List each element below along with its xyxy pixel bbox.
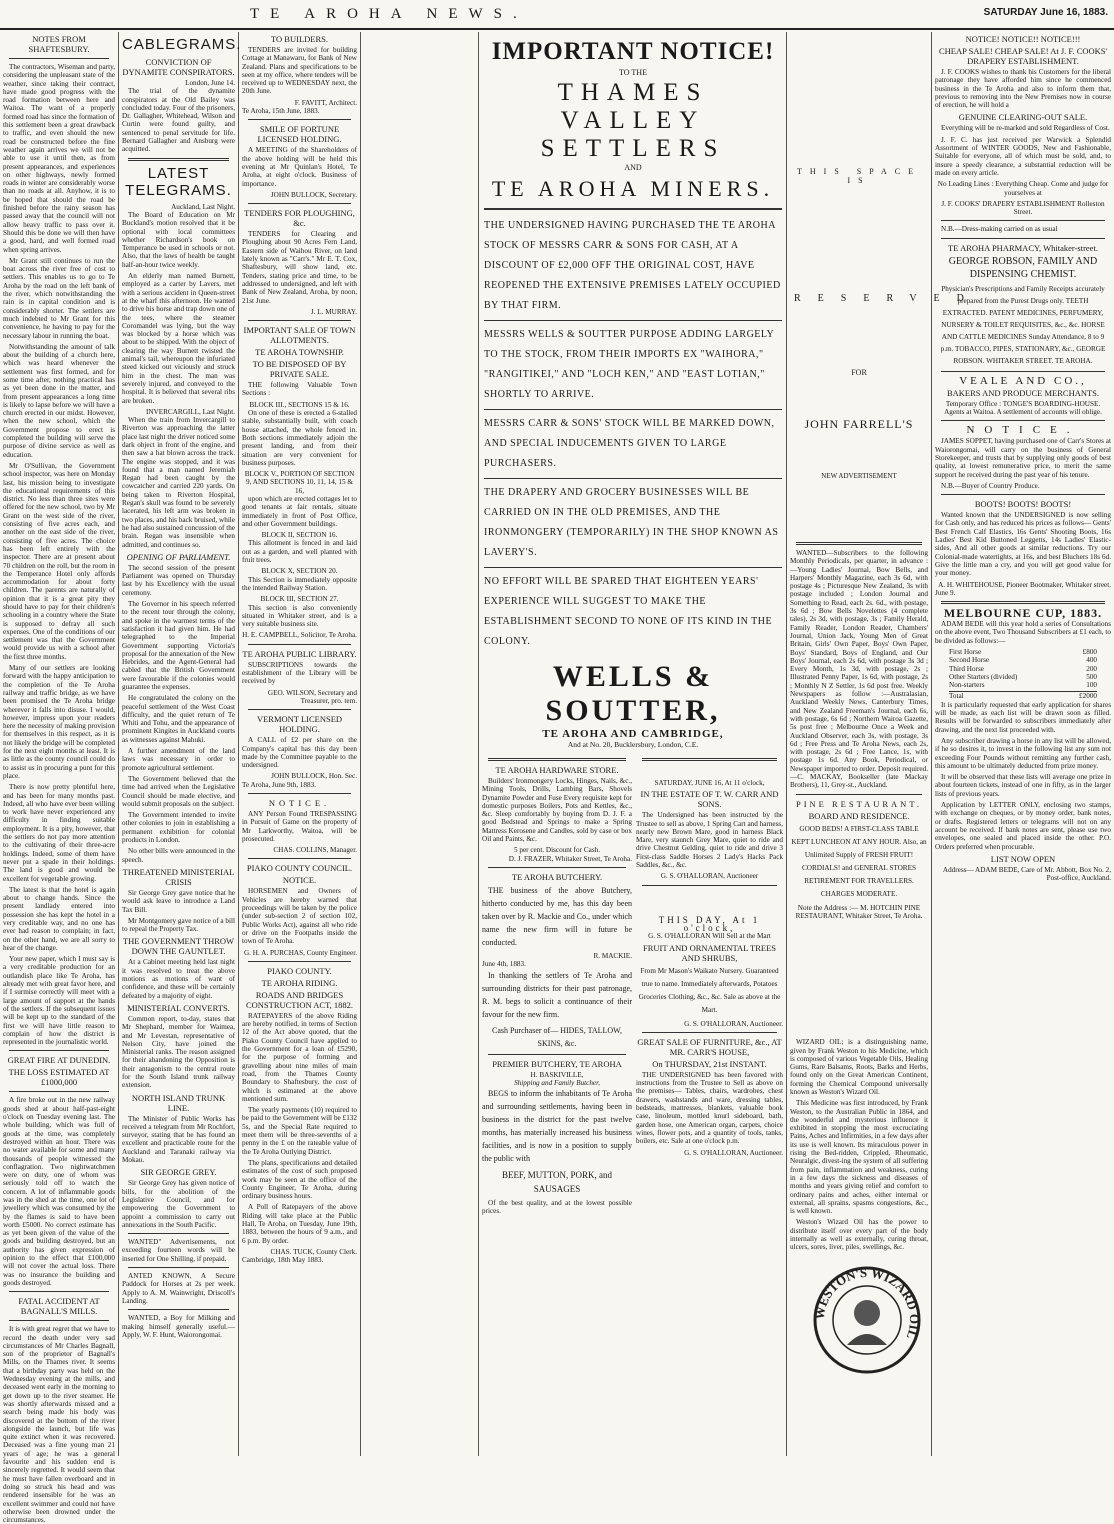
divider [941,494,1105,495]
ad-text: N.B.—Buyer of Country Produce. [941,481,1040,490]
divider [941,371,1105,372]
divider [484,478,782,479]
prize-label: Non-starters [949,681,985,690]
column-rule [786,32,787,1456]
prize-value: £800 [1082,647,1097,656]
reserved-advertiser: JOHN FARRELL'S [804,417,914,431]
ad-text: Any subscriber drawing a horse in any list will be allowed, if he so desires it, to invest in the following list any sum not exceeding Four Pounds without remitting any further cash, this amount to be ultimately deducted from prize money. [935,736,1111,770]
article-paragraph: The Governor in his speech referred to the recent tour through the colony, and spoke in the warmest terms of the satisfaction it had given him. He had telegraphed to the Imperial Government supporting Victoria's proposal for the annexation of the New Hebrides, and the Agent-General had cabled that the British Government were favourable if the colonies would guarantee the expenses. [122,600,235,691]
ad-text: In thanking the settlers of Te Aroha and surrounding districts for their past patronage, R. M. begs to solicit a continuance of their favour for the new firm. [482,970,632,1019]
block-label: BLOCK X, SECTION 20. [261,567,338,576]
prize-label: First Horse [949,647,982,656]
ad-text: A Poll of Ratepayers of the above Riding will take place at the Public Hall, Te Aroha, on Tuesday, June 19th, 1883, between the hours of 9 a.m., and 6 p.m. By order. [242,1203,357,1245]
article-paragraph: The Government believed that the time had arrived when the Legislative Council should be made elective, and would submit proposals on the subject. [122,774,235,808]
divider [488,758,626,761]
ad-text: This allotment is fenced in and laid out as a garden, and well planted with fruit trees. [242,539,357,565]
divider [642,885,777,886]
ad-text: TENDERS are invited for building Cottage at Manawaru, for Bank of New Zealand. Plans and specifications to be seen at my office, where tenders will be received up to WEDNESDAY next, the 20th June. [242,46,357,96]
prize-table [935,648,1111,701]
divider [128,1267,229,1268]
ad-signature: J. F. COOKS' DRAPERY ESTABLISHMENT Rolleston Street. [941,199,1105,217]
newspaper-title: TE AROHA NEWS. [250,6,528,22]
ad-text: HORSEMEN and Owners of Vehicles are hereby warned that proceedings will be taken by the police (under sub-section 2 of section 102, Public Works Act), against all who ride or drive on the Footpaths inside the town of Te Aroha. [242,887,357,946]
ad-subheading: On THURSDAY, 21st INSTANT. [652,1058,767,1069]
ad-subheading: CHEAP SALE! CHEAP SALE! At J. F. COOKS' DRAPERY ESTABLISHMENT. [938,46,1108,66]
article-paragraph: At a Cabinet meeting held last night it was resolved to treat the above motions as motions of want of confidence, and these will be certainly defeated by a majority of eight. [122,958,235,1000]
prize-label: Second Horse [949,656,990,665]
ad-text: TENDERS for Clearing and Ploughing about 90 Acres Fern Land, Eastern side of Waihou River, on land lately known as "Carr's." Mr E. T. Cox, Shaftesbury, will show land, etc. Tenders, stating price and time, to be addressed to undersigned, and left with Bank of New Zealand, Aroha, by noon, 21st June. [242,230,357,305]
ad-text: A CALL of £2 per share on the Company's capital has this day been made by the Committee payable to the undersigned. [242,736,357,770]
divider [488,867,626,868]
block-label: BLOCK II, SECTION 16. [261,531,338,540]
divider [248,119,351,120]
ad-subheading: Shipping and Family Butcher, [514,1078,600,1087]
ad-signature: D. J. FRAZER, Whitaker Street, Te Aroha. [508,854,632,863]
ad-text: THE following Valuable Town Sections : [242,381,357,398]
ad-text: 5 per cent. Discount for Cash. [513,846,601,855]
ad-text: The Undersigned has been instructed by the Trustee to sell as above, 1 Spring Cart and harness, nearly new Brown Mare, good in harness Black Mare, very staunch Grey Mare, quiet to ride and drive Chestnut Gelding, quiet to ride and drive 3 First-class Saddle Horses 2 Lady's Hacks Pack Saddles, &c., &c. [636,811,783,870]
article-paragraph: Notwithstanding the amount of talk about the building of a church here, which was heard whenever the settlement was first formed, and for some time after, nothing practical has as yet been done in the matter, and from present appearances a long time is likely to lapse before we will have a church erected in our midst. However, when the new school, which the Government propose to erect is completed the building will serve the purpose of divine service as well as education. [3,342,115,459]
divider [484,208,782,210]
prize-row [949,665,1097,673]
ad-heading: MELBOURNE CUP, 1883. [943,606,1103,621]
ad-signature: A. H. WHITEHOUSE, Pioneer Bootmaker, Whitaker street. [938,580,1111,589]
notice-paragraph: MESSRS WELLS & SOUTTER PURPOSE ADDING LARGELY TO THE STOCK, FROM THEIR IMPORTS EX "WAIHORA," "RANGITIKEI," AND "LOCH KEN," AND "EAST LOTIAN," SHORTLY TO ARRIVE. [484,329,774,400]
article-paragraph: Sir George Grey has given notice of bills, for the abolition of the Legislative Council, and for empowering the Government to appoint a commission to carry out annexations in the South Pacific. [122,1179,235,1229]
article-heading: NORTH ISLAND TRUNK LINE. [131,1092,226,1113]
ad-signature: CHAS. COLLINS, Manager. [273,846,357,855]
column-rule [238,32,239,1456]
divider [941,601,1105,604]
ad-signature: F. FAVITT, Architect. [294,98,357,107]
reserved-space-ad [788,32,981,542]
article-paragraph: The second session of the present Parliament was opened on Thursday last by his Excellency with the usual ceremony. [122,563,235,597]
article-heading: MINISTERIAL CONVERTS. [127,1002,230,1013]
notice-paragraph: THE DRAPERY AND GROCERY BUSINESSES WILL BE CARRIED ON IN THE OLD PREMISES, AND THE IRONMONGERY (TEMPORARILY) IN THE SHOP KNOWN AS LAVERY'S. [484,487,779,558]
ad-heading: IMPORTANT SALE OF TOWN ALLOTMENTS. [243,325,356,346]
ad-text: Of the best quality, and at the lowest possible prices. [482,1199,632,1216]
classified-ad: WANTED, a Boy for Milking and making himself generally useful.—Apply, W. F. Hunt, Waiorongomai. [122,1314,235,1339]
article-paragraph: A further amendment of the land laws was necessary in order to promote agricultural settlement. [122,747,235,772]
ad-text: WANTED—Subscribers to the following Monthly Periodicals, per quarter, in advance :—Young Ladies' Journal, Bow Bells, and Harpers' Monthly Magazine, each 3s 6d, with postage 4s ; Picturesque New Zealand, 3s with postage included ; London Journal and Something to Read, each 2s. 6d., with postage, 3s 6d ; Bow Bells Novelettes (4 complete tales), 2s 3d, with postage, 3s ; Family Herald, Family Reader, London Reader, Chambers' Journal, Union Jack, Young Men of Great Britain, Girls' Own Paper, Boys' Own Paper, Boys' Standard, Boys of England, and Our Boys' Journal, each 2s 6d, with postage 3s 3d ; Every Month, 1s 3d, with postage, 2s ; Illustrated Penny Paper, 1s 6d, with postage, 2s ; Monthly N Z Settler, 1s 6d post free. Weekly Newspapers as follow :—Australasian, Auckland Weekly News, Canterbury Times, and New Zealand Freeman's Journal, each 6s, with postage, 6s 6d ; Northern Wairoa Gazette, 5s post free ; Melbourne Once a Week and Auckland Observer, each 3s, with postage, 3s 6d ; Free Press and Te Aroha News, each 2s, with postage, 2s 6d ; Free Lance, 1s, with postage 1s 6d. Any Book, Periodical, or Newspaper imported to order. Deposit required.—C. MACKAY, Bookseller (late Mackay Brothers), 11, Grey-st., Auckland. [790,549,928,790]
column-rule [360,32,361,1456]
ad-heading: PIAKO COUNTY. [267,965,332,976]
divider [9,1291,109,1292]
notice-to: TO THE [619,68,647,77]
prize-value: 400 [1086,656,1097,665]
divider [796,794,922,795]
ad-heading: SMILE OF FORTUNE LICENSED HOLDING. [257,124,342,145]
ad-text: Physician's Prescriptions and Family Receipts accurately prepared from the Purest Drugs only. TEETH EXTRACTED. PATENT MEDICINES, PERFUMERY, NURSERY & TOILET REQUISITES, &c., &c. HORSE AND CATTLE MEDICINES Sunday Attendance, 8 to 9 p.m. TOBACCO, PIPES, STATIONARY, &c., GEORGE ROBSON. WHITAKER STREET. TE AROHA. [940,284,1106,365]
ad-signature: JOHN BULLOCK, Secretary. [270,190,357,199]
ad-signature: H. BASKIVILLE, [530,1070,584,1079]
divider [248,709,351,710]
section-heading-telegrams: LATEST TELEGRAMS. [125,164,232,199]
ad-text: A MEETING of the Shareholders of the above holding will be held this evening at Mr Quinlan's Hotel, Te Aroha, at eight o'clock. Business of importance. [242,146,357,188]
notice-paragraph: MESSRS CARR & SONS' STOCK WILL BE MARKED DOWN, AND SPECIAL INDUCEMENTS GIVEN TO LARGE PURCHASERS. [484,418,775,469]
ad-subheading: TE AROHA TOWNSHIP. [255,347,344,358]
issue-date: SATURDAY June 16, 1883. [983,7,1108,18]
ad-date: June 9. [935,588,956,597]
column-8 [935,32,1111,1456]
column-rule [118,32,119,1456]
ad-subheading: NOTICE. [282,875,317,886]
article-subheading: THE LOSS ESTIMATED AT £1000,000 [8,1067,110,1088]
article-paragraph: Common report, to-day, states that Mr Shephard, member for Waimea, and Mr Levestan, representative of Nelson City, have joined the Ministerial ranks. The reason assigned for their abandoning the Opposition is their antagonism to the central route for the South Island trunk railway extension. [122,1014,235,1090]
article-paragraph: The trial of the dynamite conspirators at the Old Bailey was concluded today. Four of the prisoners, Dr. Gallagher, Whitehead, Wilson and Curtin were found guilty, and sentenced to penal servitude for life. Bernard Gallagher and Ansburg were acquitted. [122,87,235,154]
ad-heading: VEALE AND CO., [959,374,1087,387]
block-label: BLOCK III., SECTIONS 15 & 16. [249,400,350,409]
column-6 [636,758,783,1456]
classified-ad: ANTED KNOWN, A Secure Paddock for Horses at 2s per week. Apply to A. M. Wainwright, Driscoll's Landing. [122,1272,235,1305]
ad-signature: G. S. O'HALLORAN, Auctioneer [660,872,759,881]
article-heading: OPENING OF PARLIAMENT. [126,551,231,562]
prize-label: Third Horse [949,664,984,673]
column-rule [478,32,479,1456]
ad-heading: BOOTS! BOOTS! BOOTS! [974,499,1072,510]
ad-heading: NOTICE! NOTICE!! NOTICE!!! [965,34,1081,44]
ad-text: Weston's Wizard Oil has the power to distribute itself over every part of the body internally as well as externally, curing throat, ulcers, sores, liver, piles, swellings, &c. [790,1218,928,1252]
prize-row [949,681,1097,689]
article-paragraph: No other bills were announced in the speech. [122,847,235,864]
ad-subheading: ROADS AND BRIDGES CONSTRUCTION ACT, 1882. [245,989,354,1010]
column-rule [931,32,932,1456]
prize-value: 500 [1086,672,1097,681]
wizard-oil-seal [812,1265,922,1375]
dateline: INVERCARGILL, Last Night. [145,407,235,416]
section-heading-cablegrams: CABLEGRAMS. [122,36,242,53]
ad-heading: FRUIT AND ORNAMENTAL TREES AND SHRUBS, [642,942,777,963]
notice-body [480,216,786,652]
ad-heading: LIST NOW OPEN [990,853,1056,864]
ad-text: From Mr Mason's Waikato Nursery. Guaranteed true to name. Immediately afterwards, Potatoes Groceries Clothing, &c., &c. Sale as above at the Mart. [638,966,781,1014]
notice-title: IMPORTANT NOTICE! [491,38,775,65]
article-heading: FATAL ACCIDENT AT BAGNALL'S MILLS. [18,1296,100,1317]
ad-text: The yearly payments (10) required to be paid to the Government will be £132 5s, and the Special Rate required to meet them will be three-sevenths of a penny in the £ on the rateable value of the Te Aroha Outlying District. [242,1106,357,1156]
ad-text: Wanted known that the UNDERSIGNED is now selling for Cash only, and has reduced his prices as follows— Gents' Best French Calf Elastics, 16s Gents' Shooting Boots, 16s Ladies' Best Kid Buttoned Leggetts, 14s Ladies' Elastic-sides, And all other goods at similar reductions. Try our Colonial-made watertights, at 16s, and best Bluchers 18s 6d. Give the little man a cry, and you will get good value for your money. [935,511,1111,578]
ad-text: THE business of the above Butchery, hitherto conducted by me, has this day been taken over by R. Mackie and Co., under which name the new firm will in future be conducted. [482,885,632,947]
divider [941,420,1105,421]
ad-text: J. F. COOKS wishes to thank his Customers for the liberal patronage they have afforded him since he commenced business in the Te Aroha and also to inform them that, previous to removing into the New Premises now in course of erection, he will hold a [935,68,1111,110]
ad-heading: TE AROHA PUBLIC LIBRARY. [242,648,357,659]
article-paragraph: There is now pretty plentiful here, and has been for many months past. Indeed, all who have ever been willing to work have never experienced any difficulty in finding suitable employment. It is a pity, however, that the settlers do not pay more attention to the cultivating of their three-acre holdings. Indeed, some of them have never put a spade in their holdings. The land is good and would be excellent for vegetable growing. [3,783,115,883]
prize-value: £2000 [1079,692,1097,701]
reserved-text-2: RESERVED [794,293,981,304]
divider [128,158,229,161]
article-paragraph: Mr Montgomery gave notice of a bill to repeal the Property Tax. [122,916,235,934]
ad-heading: TENDERS FOR PLOUGHING, &c. [244,208,355,229]
ad-text: The plans, specifications and detailed estimates of the cost of such proposed work may be seen at the office of the County Engineer, Te Aroha, during ordinary business hours. [242,1158,357,1201]
ad-signature: GEO. WILSON, Secretary and Treasurer, pro. tem. [267,688,357,705]
divider [642,758,777,761]
notice-audience: THAMES VALLEY SETTLERS [540,79,726,162]
divider [248,961,351,962]
ad-signature: J. L. MURRAY. [310,307,357,316]
important-notice-ad [480,32,786,762]
ad-heading: NOTICE. [966,424,1080,437]
prize-row [949,648,1097,656]
ad-date: Te Aroha, June 9th, 1883. [242,780,316,789]
ad-text: upon which are erected cottages let to good tenants at fair rentals, situate immediately in front of Post Office, and other Government buildings. [242,494,357,528]
ad-heading: GEORGE ROBSON, FAMILY AND DISPENSING CHEMIST. [948,255,1098,280]
wells-soutter-name: WELLS & SOUTTER, [545,660,721,727]
ad-text: This Medicine was first introduced, by Frank Weston, to the Australian Public in 1864, and the wonderful and mysterious influence it exhibited in stopping the most excruciating Pains, Aches and Infirmities, in a few days after its use is well known. Its miraculous power in rising the Bed-ridden, Crippled, Rheumatic, Neuralgic, divest-ing the system of all suffering from pain, inflammation and weakness, curing in a few days the sickness and diseases of months and years giving relief and comfort to ordinary pains and aches, either internal or external, all sprains, spasms congestions, &c., is well known. [790,1099,928,1216]
column-5 [482,758,632,1456]
article-paragraph: The latest is that the hotel is again about to change hands. Since the present landlady entered into possession she has kept the hotel in a very creditable way, and no one has ever had reason to complain; in fact, on the other hand, we are all sorry to hear of the change. [3,885,115,952]
reserved-text-1: THIS SPACE IS [797,167,921,185]
article-paragraph: When the train from Invercargill to Riverton was approaching the latter place last night the driver noticed some dark object in front of the engine, and then saw a hat blown across the track. The engine was stopped, and it was found that a man named Jeremiah Regan had been caught by the cowcatcher and carried 220 yards. On being taken to Riverton Hospital, Regan's skull was found to be severely lacerated, his left arm was broken in two places, and his back bruised, while he had also sustained concussion of the brain. Regan was insensible when admitted, and continues so. [122,416,235,549]
ad-signature: Note the Address :— M. HOTCHIN PINE RESTAURANT, Whitaker Street, Te Aroha. [795,903,923,920]
ad-signature: CHAS. TUCK, County Clerk. [270,1247,357,1256]
ad-subheading: TO BE DISPOSED OF BY PRIVATE SALE. [252,359,347,380]
ad-text: BEGS to inform the inhabitants of Te Aroha and surrounding settlements, having been in business in the district for the past twelve months, has materially increased his business facilities, and is now in a position to supply the public with [482,1089,632,1164]
ad-text: ANY Person Found TRESPASSING in Pursuit of Game on the property of Mr Larkworthy, Waitoa, will be prosecuted. [242,810,357,843]
ad-text: THE UNDERSIGNED has been favored with instructions from the Trustee to Sell as above on the premises— Tables, chairs, wardrobes, chest drawers, washstands and ware, dressing tables, bedsteads, mattresses, blankets, valuable book case, linoleum, mottled knurl sideboard, bath, garden hose, one American organ, carpets, choice wines, flower pots, and a quantity of tools, tanks, boilers, etc. Sale at one o'clock p.m. [636,1070,783,1146]
divider [128,1309,229,1310]
ad-text: RATEPAYERS of the above Riding are hereby notified, in terms of Section 12 of the Act above quoted, that the Piako County Council have applied to the Government for a loan of £5290, for the purpose of forming and gravelling about nine miles of main road, from the Thames County Boundary to Shaftesbury, the cost of which is estimated at the above mentioned sum. [242,1011,357,1103]
article-heading: THE GOVERNMENT THROW DOWN THE GAUNTLET. [122,936,235,957]
reserved-text-3: FOR [851,368,867,377]
ad-heading: TE AROHA BUTCHERY. [511,871,603,882]
column-2 [122,32,242,1456]
ad-text: G. S. O'HALLORAN Will Sell at the Mart [648,932,771,941]
prize-label: Other Starters (divided) [949,672,1018,681]
article-paragraph: The Minister of Public Works has received a telegram from Mr Rochfort, surveyor, stating that he has found an excellent and practicable route for the Auckland and Taranaki railway via Mokau. [122,1114,235,1165]
ad-items: BEEF, MUTTON, PORK, and SAUSAGES [501,1170,613,1195]
ad-text: GOOD BEDS! A FIRST-CLASS TABLE KEPT LUNCHEON AT ANY HOUR. Also, an Unlimited Supply of FRESH FRUIT! CORDIALS! and GENERAL STORES RETIREMENT FOR TRAVELLERS. CHARGES MODERATE. [791,824,927,898]
ad-signature: R. MACKIE. [593,951,632,960]
article-paragraph: Sir George Grey gave notice that he would ask leave to introduce a Land Tax Bill. [122,888,235,914]
classified-ad: WANTED" Advertisements, not exceeding fourteen words will be inserted for One Shilling, if prepaid. [122,1238,235,1263]
prize-value: 200 [1086,664,1097,673]
prize-row [949,656,1097,664]
ad-signature: H. E. CAMPBELL, Solicitor, Te Aroha. [242,631,357,640]
dateline: London, June 14. [185,79,235,87]
ad-signature: G. S. O'HALLORAN, Auctioneer. [684,1148,783,1157]
ad-heading: IN THE ESTATE OF T. W. CARR AND SONS. [640,789,779,810]
ad-text: On one of these is erected a 6-stalled stable, substantially built, with coach house attached, the whole fenced in. Both sections immediately adjoin the present landing, and from their situation are very convenient for business purposes. [242,409,357,467]
ad-date: Te Aroha, 15th June, 1883. [242,107,320,116]
divider [9,58,109,59]
article-heading: GREAT FIRE AT DUNEDIN. [7,1055,111,1066]
article-paragraph: An elderly man named Burnett, employed as a carter by Lavers, met with a serious accident in Queen-street at the wharf this afternoon. He wanted to drive his horse and trap down one of the tees, where the steamer Coromandel was lying, but the way was blocked by a horse which was about to be shipped. With the object of clearing the way Burnett twisted the animal's tail, whereupon the infuriated steed kicked out viciously and struck him in the chest. The man was severely injured, and conveyed to the hospital. It is believed that several ribs are broken. [122,272,235,405]
article-subheading: CONVICTION OF DYNAMITE CONSPIRATORS. [122,57,235,77]
article-heading: SIR GEORGE GREY. [140,1167,217,1178]
ad-heading: PREMIER BUTCHERY, TE AROHA [492,1058,622,1069]
prize-total-row [949,691,1097,700]
article-paragraph: Mr Grant still continues to run the boat across the river free of cost to settlers. This enables us to go to Te Aroha by the road on the left bank of the river, which notwithstanding the rain is in capital condition and is considerably shorter. The settlers are much indebted to Mr Grant for this convenience, he having to pay for the necessary labour in running the boat. [3,256,115,340]
ad-heading: TE AROHA HARDWARE STORE. [495,765,619,775]
article-paragraph: Many of our settlers are looking forward with the happy anticipation to the completion of the Te Aroha railway and traffic bridge, as we have been promised the Te Aroha bridge wherever it falls into disuse. I would, however, impress upon your readers here the necessity of making provision for themselves in this respect, as it is not likely the bridge will be completed for the next eight months at least. It is as little as the county council could do to assist us in procuring a punt for this place. [3,664,115,780]
masthead [0,0,1114,30]
notice-and: AND [624,163,642,172]
ad-text: It will be observed that these lists will average one prize in about fourteen tickets, instead of one in fifty, as in the larger lists of previous years. [935,773,1111,798]
article-paragraph: The Government intended to invite other colonies to join in establishing a permanent exhibition for colonial products in London. [122,811,235,845]
article-paragraph: Mr O'Sullivan, the Government school inspector, was here on Monday last, his mission being to investigate the educational requirements of this district. No less than three sites were offered for the new school, two by Mr Grant on the west side of the river, consisting of five acres each, and another on the east side of the river, consisting of five acres. The choice has been left entirely with the inspector. There are at present about 70 children on the roll, but the room in the Temperance Hotel only affords accommodation for about forty children. The parents are naturally of opinion that it is a great pity they should have to pay for their children's schooling in a country where the State is supposed to defray all such expenses. One of the conditions of our settlement was that the Government would provide us with a school after the first three months. [3,461,115,661]
seal-text-path: WESTON'S WIZARD OIL [812,1265,922,1342]
divider [9,1050,109,1051]
article-heading: THREATENED MINISTERIAL CRISIS [122,866,235,887]
column-1 [3,32,115,1524]
ad-text: N.B.—Dress-making carried on as usual [941,225,1058,234]
ad-text: No Leading Lines : Everything Cheap. Come and judge for yourselves at [937,180,1109,197]
ad-text: Everything will be re-marked and sold Regardless of Cost. [941,124,1110,133]
ad-subheading: BOARD AND RESIDENCE. [808,810,910,821]
article-paragraph: Your new paper, which I must say is a very creditable production for an outlandish place like Te Aroha, has already met with great favor here, and if I surmise correctly will meet with a large amount of support at the hands of the settlers. If the subsequent issues will be kept up to the standard of the first we will have little reason to complain of how the district is represented in the journalistic world. [3,955,115,1047]
article-paragraph: The Board of Education on Mr Buckland's motion resolved that it be optional with local committees whether Richardson's book on Temperance be used in schools or not. Also, that the laws of health be taught half-an-hour twice weekly. [122,210,235,269]
ad-subheading: TE AROHA RIDING. [261,977,338,988]
divider [941,220,1105,221]
divider [248,203,351,204]
article-paragraph: He congratulated the colony on the peaceful settlement of the West Coast difficulty, and the quiet return of Te Whiti and Tohu, and the appearance of prominent Kingites in Auckland courts as witnesses against Mahuki. [122,694,235,744]
ad-heading: TE AROHA PHARMACY, Whitaker-street. [948,242,1098,253]
ad-signature: G. S. O'HALLORAN, Auctioneer. [684,1019,783,1028]
ad-text: This Section is immediately opposite the intended Railway Station. [242,575,357,592]
notice-audience-2: TE AROHA MINERS. [491,176,775,201]
divider [248,320,351,321]
wells-soutter-address: And at No. 20, Bucklersbury, London, C.E. [567,740,699,749]
ad-heading: NOTICE. [268,798,331,808]
divider [9,1320,109,1321]
ad-signature: JOHN BULLOCK, Hon. Sec. [271,772,357,781]
reserved-text-5: NEW ADVERTISEMENT [821,472,897,480]
divider [484,409,782,410]
ad-text: ADAM BEDE will this year hold a series of Consultations on the above event, Two Thousand Subscribers at £1 each, to be divided as follows:— [935,620,1111,645]
ad-heading: PINE RESTAURANT. [795,798,923,809]
ad-signature: G. H. A. PURCHAS, County Engineer. [243,948,357,957]
ad-signature: Address— ADAM BEDE, Care of Mr. Abbott, Box No. 2, Post-office, Auckland. [942,865,1111,883]
divider [248,644,351,645]
ad-subheading: BAKERS AND PRODUCE MERCHANTS. [946,387,1100,398]
divider [248,858,351,859]
article-paragraph: The contractors, Wiseman and party, considering the unpleasant state of the weather, since taking their contract, have made good progress with the road formation between here and Waitoa. The want of a properly formed road has since the formation of this settlement been a great drawback to traffic, and even should the new road be constructed before the fine weather again arrives we will not be able to use it until then, as from present appearances, and experiences on other highways, newly formed roads in winter are considerably worse than no roads at all. Anyhow, it is to be hoped that should the road be finished before the rainy season has passed away that the council will not allow heavy traffic to pass over it. Should this be done we will then have a good, hard, and well formed road when spring arrives. [3,63,115,254]
portrait-head [854,1300,880,1326]
notice-paragraph: THE UNDERSIGNED HAVING PURCHASED THE TE AROHA STOCK OF MESSRS CARR & SONS FOR CASH, AT A DISCOUNT OF £2,000 OFF THE ORIGINAL COST, HAVE REOPENED THE EXTENSIVE PREMISES LATELY OCCUPIED BY THAT FIRM. [484,220,781,311]
article-heading: NOTES FROM SHAFTESBURY. [28,34,90,54]
block-label: BLOCK III, SECTION 27. [260,595,339,604]
wells-soutter-location: TE AROHA AND CAMBRIDGE, [542,728,724,740]
ad-text: Temporary Office : TONGE'S BOARDING-HOUSE. Agents at Waitoa. A settlement of accounts will oblige. [944,399,1102,417]
prize-value: 100 [1086,681,1097,690]
ad-heading: PIAKO COUNTY COUNCIL. [246,863,353,874]
dateline: Auckland, Last Night. [171,202,235,211]
ad-text: SUBSCRIPTIONS towards the establishment of the Library will be received by [242,660,357,686]
ad-text: It is particularly requested that early application for shares will be made, as each list will be drawn soon as filled. Results will be forwarded to subscribers immediately after drawing, and the next list proceeded with. [935,700,1111,734]
ad-text: JAMES SOPPET, having purchased one of Carr's Stores at Waiorongomai, will carry on the business of General Storekeeper, and trusts that by supplying only goods of best quality, at lowest remunerative price, to merit the same support he received during the past year of his tenure. [935,437,1111,479]
ad-text: WIZARD OIL; is a distinguishing name, given by Frank Weston to his Medicine, which is composed of various Vegetable Oils, Healing Gums, Rare Balsams, Roots, Barks and Herbs, found only on the Great American Continent, forming the Chemical Compound universally known as Weston's Wizard Oil. [790,1038,928,1096]
divider [9,1091,109,1092]
prize-label: Total [949,692,964,701]
column-3 [242,32,357,1456]
ad-heading: GREAT SALE OF FURNITURE, &c., AT MR. CARR'S HOUSE, [637,1036,782,1057]
divider [941,238,1105,239]
ad-text: Application by LETTER ONLY, enclosing two stamps, with exchange on cheques, or by money order, bank notes, or drafts. Registered letters or telegrams will not on any account be received. If bank notes are sent, please use two envelopes, one sealed and placed inside the other. P.O. Orders preferred when procurable. [935,801,1111,851]
divider [642,1032,777,1033]
divider [488,1054,626,1055]
ad-text: This section is also conveniently situated in Whitaker street, and is a very suitable business site. [242,603,357,629]
divider [484,320,782,321]
article-paragraph: It is with great regret that we have to record the death under very sad circumstances of Mr Charles Bagnall, son of the proprietor of Bagnall's Mills, on the Thames river. It seems that a birthday party was held on the Wednesday evening at the mills, and deceased went early in the morning to get down up to the river steamer. He was shortly afterwards missed and a search being made his body was discovered at the bottom of the river alongside the launch, but life was quite extinct when it was recovered. Deceased was a fine young man 21 years of age; he was a general favourite and his sudden end is sincerely regretted. It would seem that he must have fallen overboard and in doing so struck his head and was rendered insensible for he was an excellent swimmer and could not have otherwise been drowned under the circumstances. [3,1325,115,1524]
ad-date: June 4th, 1883. [482,960,526,969]
auction-date: THIS DAY, At 1 o'clock, [658,914,761,933]
article-paragraph: A fire broke out in the new railway goods shed at about half-past-eight o'clock on Tuesday evening last. The whole building, which was full of goods at the time, was completely destroyed within an hour. There was no water available for some and many thousands of people witnessed the conflagration. Two nightwatchmen were on duty, one of whom was seriously told off to watch the concern. A lot of inflammable goods was in the shed at the time, one lot of jewellery which was consumed by the by the flames is said to have been worth £5000. No correct estimate has as yet been given of the value of the goods and building destroyed, but an authority has given expression of opinion to the effect that £100,000 will not cover the actual loss. There was no insurance the building and goods destroyed. [3,1096,115,1287]
divider [796,542,922,545]
divider [484,567,782,568]
ad-heading: GENUINE CLEARING-OUT SALE. [958,112,1088,123]
block-label: BLOCK V., PORTION OF SECTION 9, AND SECTIONS 10, 11, 14, 15 & 16, [244,470,355,495]
notice-paragraph: NO EFFORT WILL BE SPARED THAT EIGHTEEN YEARS' EXPERIENCE WILL SUGGEST TO MAKE THE ESTABLISHMENT SECOND TO NONE OF ITS KIND IN THE COLONY. [484,576,773,647]
ad-heading: TO BUILDERS. [271,34,328,44]
divider [128,1233,229,1234]
ad-date: Cambridge, 18th May 1883. [242,1256,324,1265]
divider [248,793,351,794]
auction-date: SATURDAY, JUNE 16, At 11 o'clock, [654,779,765,787]
ad-text: Builders' Ironmongery Locks, Hinges, Nails, &c., Mining Tools, Drills, Lambing Bars, Shovels Dynamite Powder and Fuse Every requisite kept for domestic purposes Boilers, Pots and Kettles, &c., &c. Sleep comfortably by buying from D. J. F. a good Bedstead and Springs to make a Spring Mattress Kerosene and Candles, sold by case or box Oil and Paints, &c. [482,777,632,844]
ad-text: Cash Purchaser of— HIDES, TALLOW, SKINS, &c. [491,1025,622,1048]
ad-heading: VERMONT LICENSED HOLDING. [256,714,343,735]
seal-space [790,920,928,1038]
prize-row [949,673,1097,681]
ad-text: J. F. C. has just received per Warwick a Splendid Assortment of WINTER GOODS, New and Fashionable, Suitable for everyone, all of which must be sold, and, to insure a speedy clearance, a substantial reduction will be made on every article. [935,135,1111,177]
